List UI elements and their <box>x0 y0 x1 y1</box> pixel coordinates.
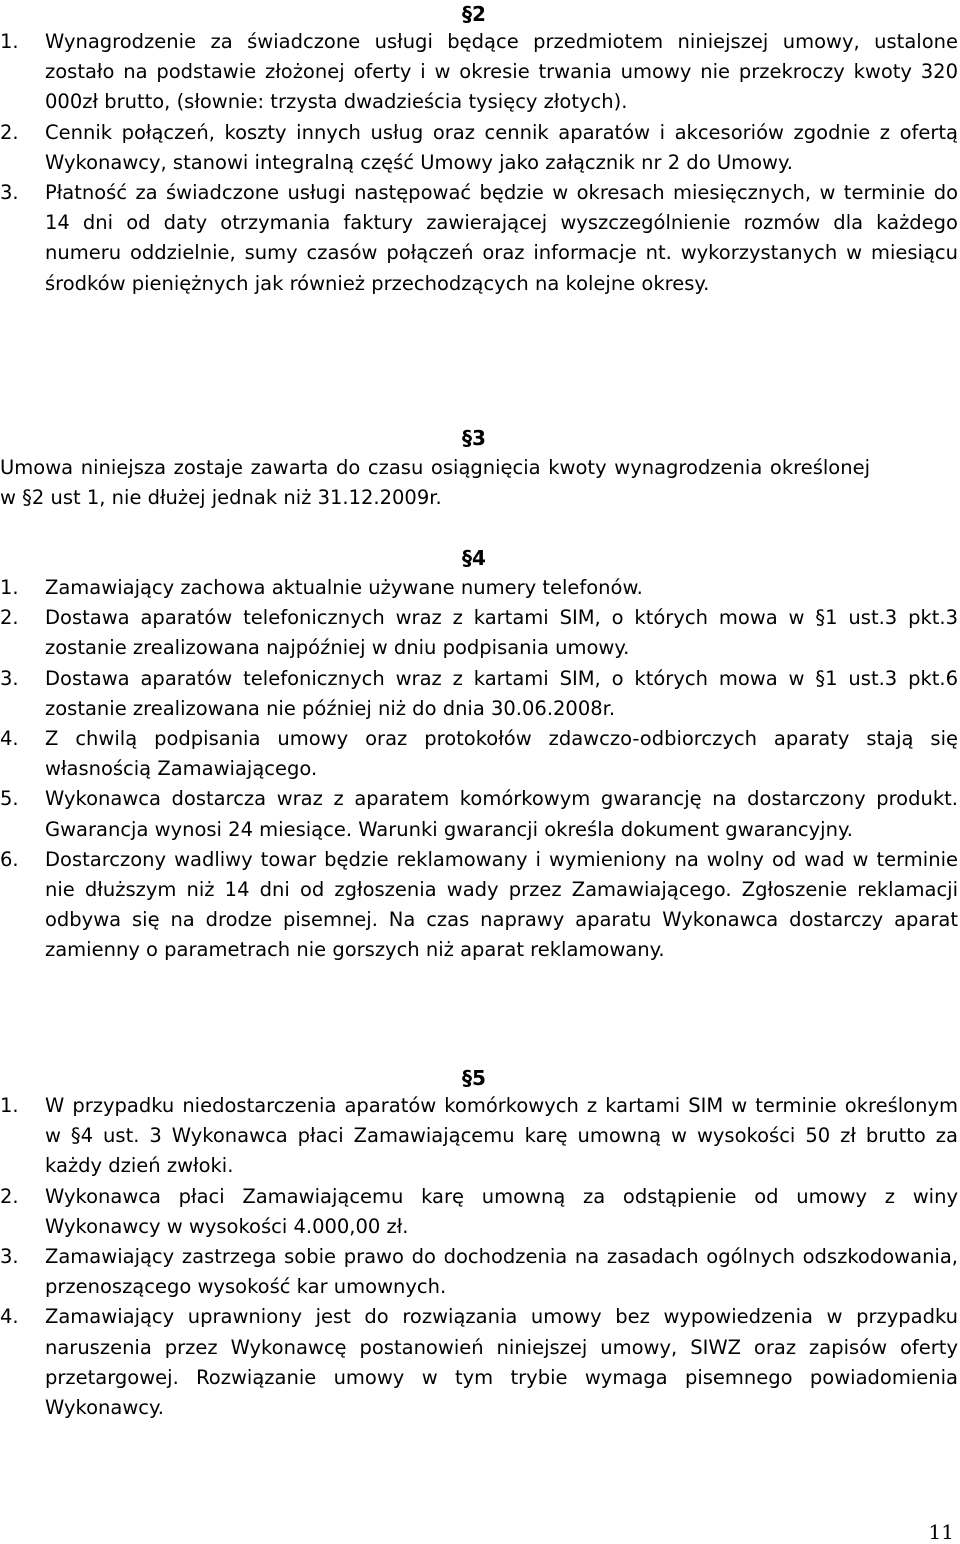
list-item <box>0 1182 958 1242</box>
section-4-list <box>0 573 958 966</box>
item-number: 1. <box>0 576 19 599</box>
item-text: Zamawiający uprawniony jest do rozwiązania umowy bez wypowiedzenia w przypadku naruszenia przez Wykonawcę postanowień niniejszej umowy, SIWZ oraz zapisów oferty przetargowej. Rozwiązanie umowy w tym trybie wymaga pisemnego powiadomienia Wykonawcy. <box>45 1305 958 1420</box>
item-number: 1. <box>0 30 19 53</box>
item-number: 4. <box>0 727 19 751</box>
item-number: 2. <box>0 1184 19 1208</box>
list-item <box>0 1242 958 1302</box>
item-number: 3. <box>0 1245 19 1269</box>
section-3-heading: §3 <box>462 426 486 450</box>
item-text: Dostawa aparatów telefonicznych wraz z kartami SIM, o których mowa w §1 ust.3 pkt.3 zostanie zrealizowana najpóźniej w dniu podpisania umowy. <box>45 606 958 660</box>
item-text: W przypadku niedostarczenia aparatów komórkowych z kartami SIM w terminie określonym w §4 ust. 3 Wykonawca płaci Zamawiającemu karę umowną w wysokości 50 zł brutto za każdy dzień zwłoki. <box>45 1094 958 1178</box>
item-text: Wynagrodzenie za świadczone usługi będące przedmiotem niniejszej umowy, ustalone zostało na podstawie złożonej oferty i w okresie trwania umowy nie przekroczy kwoty 320 000zł brutto, (słownie: trzysta dwadzieścia tysięcy złotych). <box>45 30 958 114</box>
list-item <box>0 178 958 299</box>
section-4-heading: §4 <box>462 546 486 570</box>
section-2-heading: §2 <box>462 2 486 26</box>
item-number: 1. <box>0 1094 19 1117</box>
list-item <box>0 573 958 603</box>
item-text: Zamawiający zastrzega sobie prawo do dochodzenia na zasadach ogólnych odszkodowania, przenoszącego wysokość kar umownych. <box>45 1245 958 1299</box>
list-item <box>0 1091 958 1182</box>
list-item <box>0 724 958 784</box>
item-number: 2. <box>0 120 19 144</box>
item-number: 3. <box>0 666 19 690</box>
section-2-list <box>0 27 958 299</box>
item-text: Płatność za świadczone usługi następować będzie w okresach miesięcznych, w terminie do 14 dni od daty otrzymania faktury zawierającej wyszczególnienie rozmów dla każdego numeru oddzielnie, sumy czasów połączeń oraz informacje nt. wykorzystanych w miesiącu środków pieniężnych jak również przechodzących na kolejne okresy. <box>45 181 958 295</box>
list-item <box>0 603 958 663</box>
list-item <box>0 845 958 966</box>
item-number: 5. <box>0 787 19 811</box>
page-number: 11 <box>928 1520 954 1544</box>
list-item <box>0 118 958 178</box>
item-number: 4. <box>0 1305 19 1329</box>
item-text: Z chwilą podpisania umowy oraz protokołów zdawczo-odbiorczych aparaty stają się własnością Zamawiającego. <box>45 727 958 781</box>
item-number: 3. <box>0 181 19 205</box>
item-text: Wykonawca dostarcza wraz z aparatem komórkowym gwarancję na dostarczony produkt. Gwarancja wynosi 24 miesiące. Warunki gwarancji określa dokument gwarancyjny. <box>45 787 958 841</box>
section-5-heading: §5 <box>462 1066 486 1090</box>
list-item <box>0 664 958 724</box>
item-number: 6. <box>0 847 19 871</box>
item-text: Wykonawca płaci Zamawiającemu karę umowną za odstąpienie od umowy z winy Wykonawcy w wysokości 4.000,00 zł. <box>45 1184 958 1238</box>
item-number: 2. <box>0 606 19 630</box>
item-text: Cennik połączeń, koszty innych usług oraz cennik aparatów i akcesoriów zgodnie z ofertą Wykonawcy, stanowi integralną część Umowy jako załącznik nr 2 do Umowy. <box>45 120 958 174</box>
section-5-list <box>0 1091 958 1423</box>
item-text: Zamawiający zachowa aktualnie używane numery telefonów. <box>45 576 643 599</box>
list-item <box>0 27 958 118</box>
list-item <box>0 1302 958 1423</box>
item-text: Dostarczony wadliwy towar będzie reklamowany i wymieniony na wolny od wad w terminie nie dłuższym niż 14 dni od zgłoszenia wady przez Zamawiającego. Zgłoszenie reklamacji odbywa się na drodze pisemnej. Na czas naprawy aparatu Wykonawca dostarczy aparat zamienny o parametrach nie gorszych niż aparat reklamowany. <box>45 847 958 962</box>
list-item <box>0 784 958 844</box>
item-text: Dostawa aparatów telefonicznych wraz z kartami SIM, o których mowa w §1 ust.3 pkt.6 zostanie zrealizowana nie później niż do dnia 30.06.2008r. <box>45 666 958 720</box>
section-3-text: Umowa niniejsza zostaje zawarta do czasu osiągnięcia kwoty wynagrodzenia określonej w §2 ust 1, nie dłużej jednak niż 31.12.2009r. <box>0 456 870 510</box>
